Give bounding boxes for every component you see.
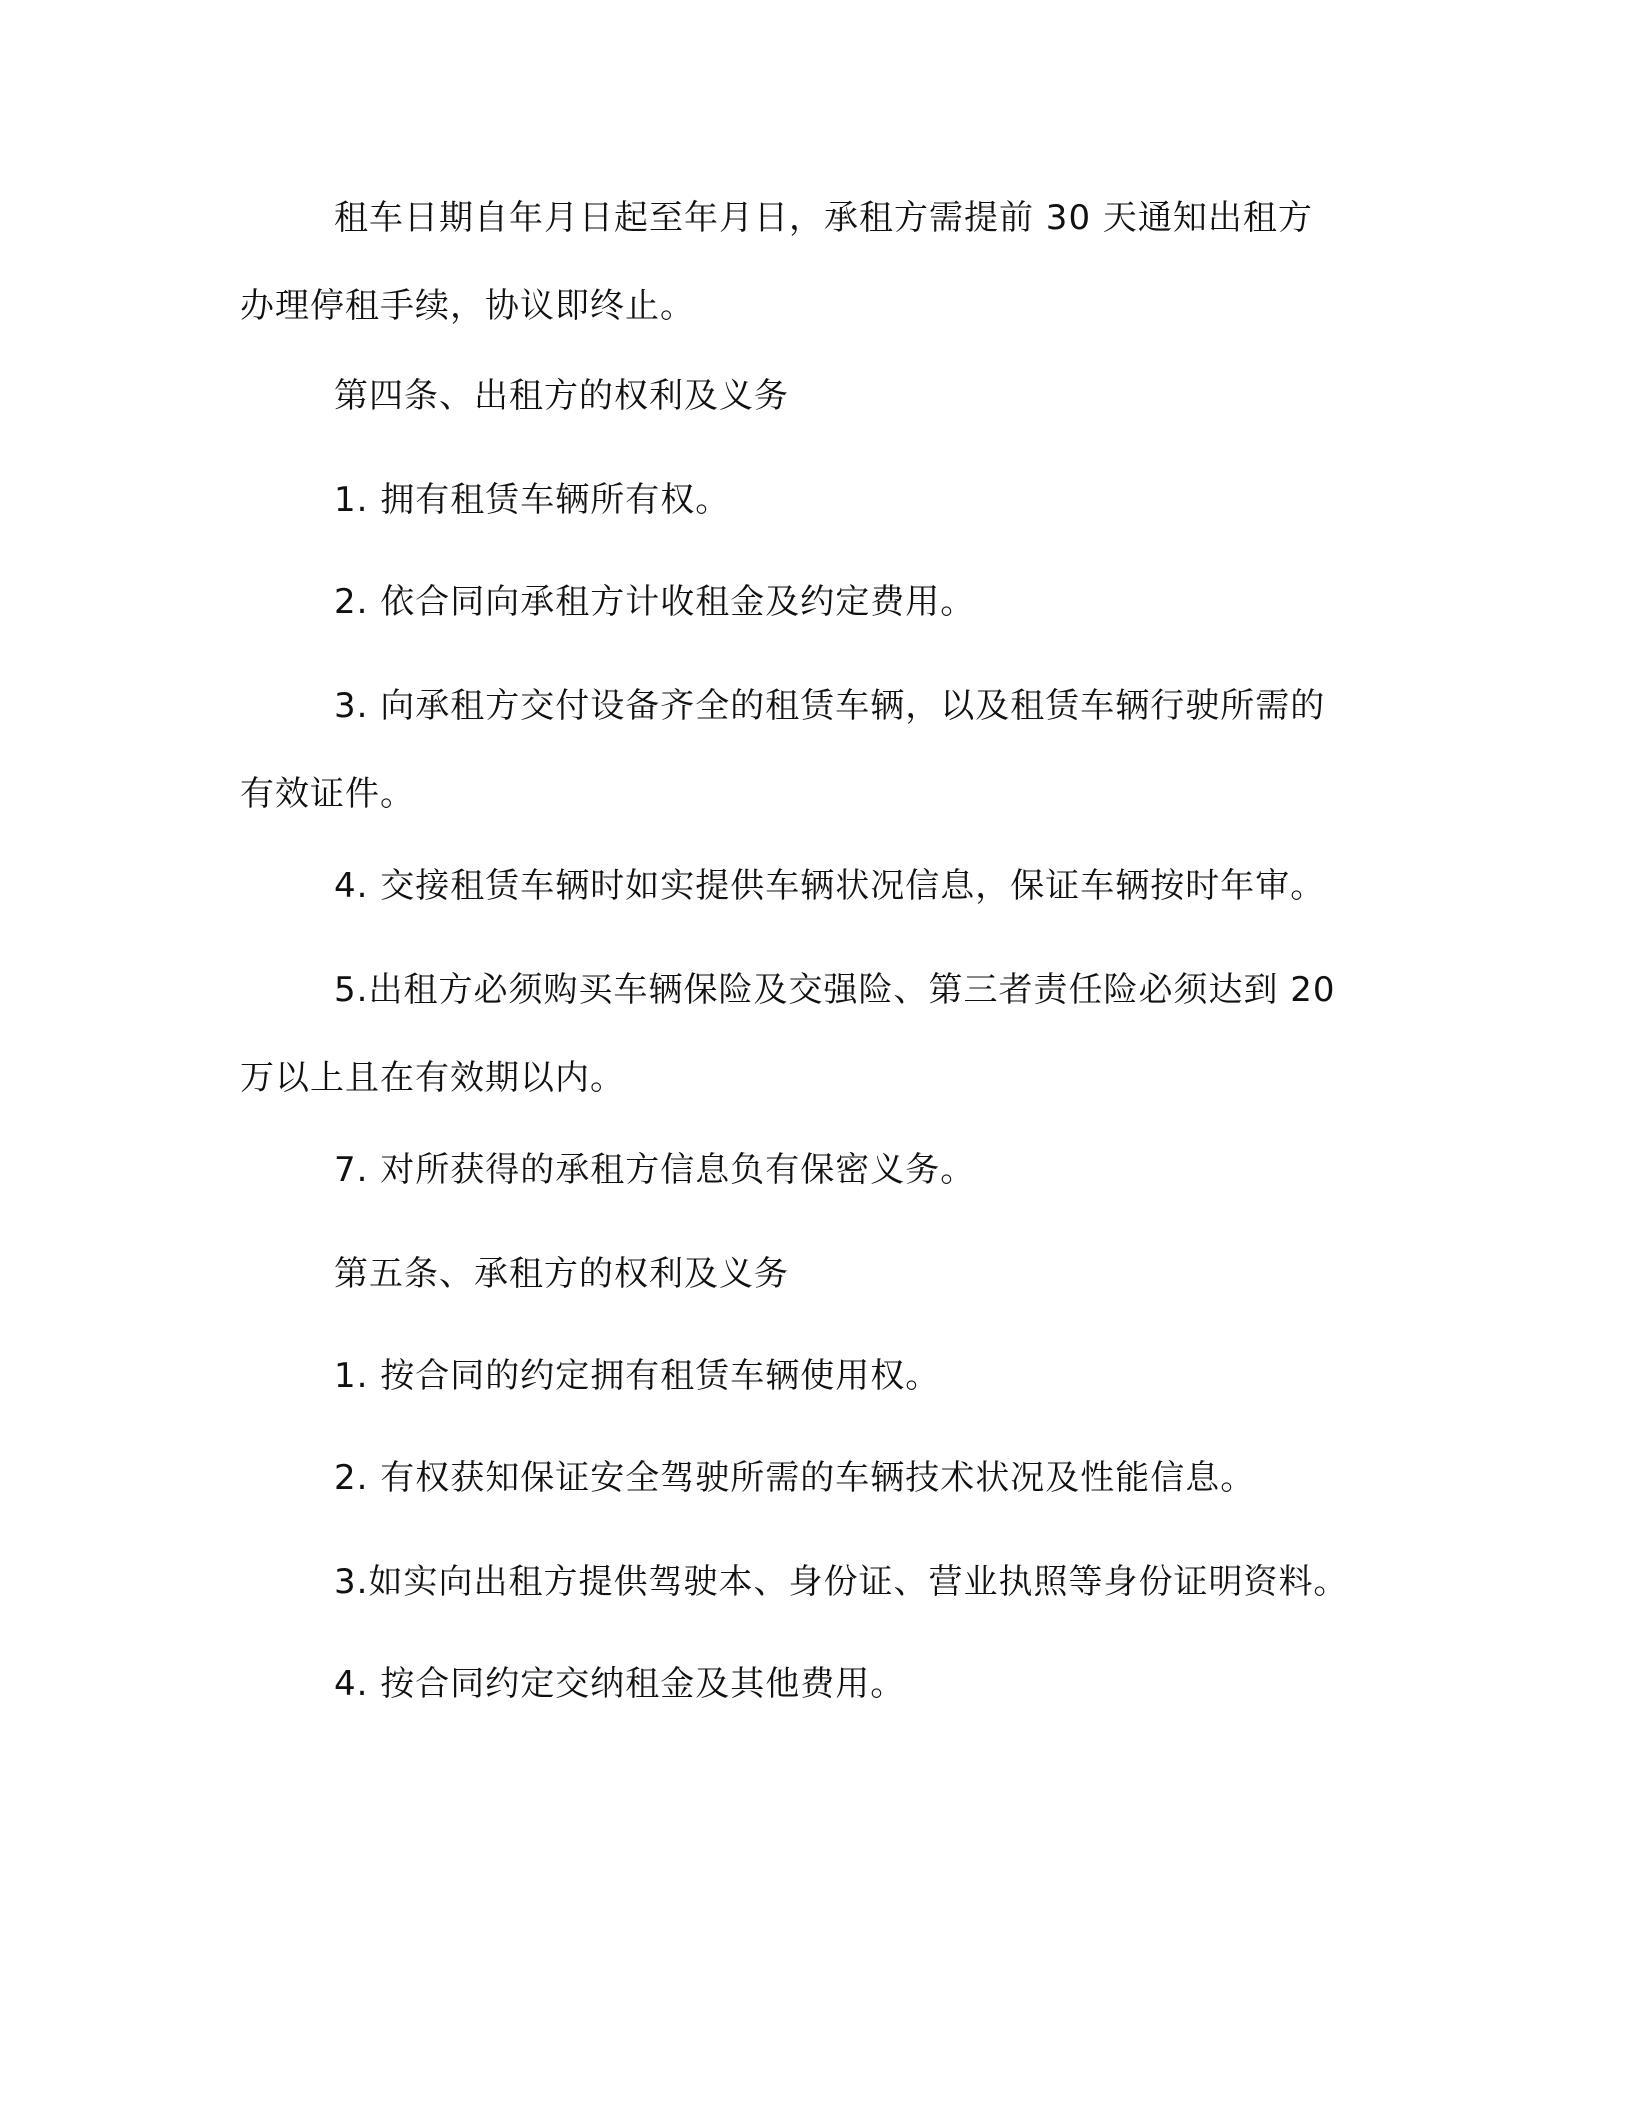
list-item-lessor-5 [240,972,1400,1096]
text-line: 5.出租方必须购买车辆保险及交强险、第三者责任险必须达到 20 [334,970,1336,1010]
list-item-lessor-2 [240,584,1400,620]
list-item-lessor-3 [240,688,1400,812]
list-item-lessor-4 [240,868,1400,904]
text-line: 4. 按合同约定交纳租金及其他费用。 [334,1664,906,1704]
text-line: 2. 有权获知保证安全驾驶所需的车辆技术状况及性能信息。 [334,1458,1256,1498]
text-line: 第五条、承租方的权利及义务 [334,1254,789,1294]
list-item-lessee-3 [240,1564,1400,1600]
text-line: 3. 向承租方交付设备齐全的租赁车辆，以及租赁车辆行驶所需的 [334,686,1326,726]
list-item-lessor-7 [240,1152,1400,1188]
list-item-lessee-1 [240,1358,1400,1394]
text-line: 1. 拥有租赁车辆所有权。 [334,480,731,520]
text-line: 7. 对所获得的承租方信息负有保密义务。 [334,1150,976,1190]
text-line: 2. 依合同向承租方计收租金及约定费用。 [334,582,976,622]
text-line: 有效证件。 [240,774,415,814]
text-line: 万以上且在有效期以内。 [240,1058,625,1098]
list-item-lessee-2 [240,1460,1400,1496]
section-heading-article-5 [240,1256,1400,1292]
text-line: 租车日期自年月日起至年月日，承租方需提前 30 天通知出租方 [334,198,1313,238]
text-line: 3.如实向出租方提供驾驶本、身份证、营业执照等身份证明资料。 [334,1562,1349,1602]
text-line: 1. 按合同的约定拥有租赁车辆使用权。 [334,1356,941,1396]
list-item-lessor-1 [240,482,1400,518]
text-line: 4. 交接租赁车辆时如实提供车辆状况信息，保证车辆按时年审。 [334,866,1326,906]
text-line: 办理停租手续，协议即终止。 [240,286,695,326]
list-item-lessee-4 [240,1666,1400,1702]
paragraph-rental-period [240,200,1400,324]
text-line: 第四条、出租方的权利及义务 [334,376,789,416]
section-heading-article-4 [240,378,1400,414]
